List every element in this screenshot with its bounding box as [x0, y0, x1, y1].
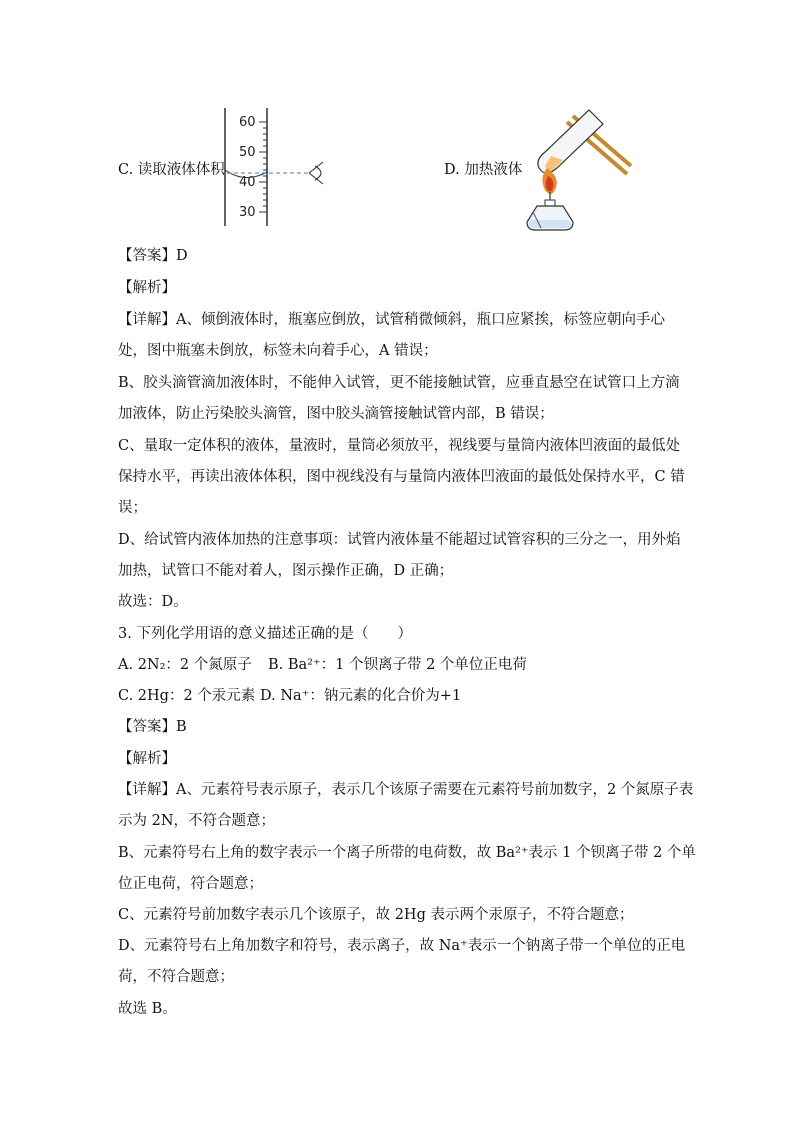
figure-d-label: D. 加热液体: [444, 162, 523, 178]
q3-detail-line: B、元素符号右上角的数字表示一个离子所带的电荷数，故 Ba²⁺表示 1 个钡离子带 2 个单: [118, 845, 696, 861]
q2-analysis-heading: 【解析】: [118, 280, 176, 296]
q2-detail-line: C、量取一定体积的液体，量液时，量筒必须放平，视线要与量筒内液体凹液面的最低处: [118, 438, 681, 454]
q3-detail-line: 示为 2N，不符合题意；: [118, 813, 276, 829]
heating-test-tube-figure: [515, 108, 633, 234]
q3-question: 3. 下列化学用语的意义描述正确的是（ ）: [118, 626, 412, 642]
q3-analysis-heading: 【解析】: [118, 751, 176, 767]
q2-detail-line: 加热，试管口不能对着人，图示操作正确，D 正确；: [118, 563, 454, 579]
q3-detail-line: D、元素符号右上角加数字和符号，表示离子，故 Na⁺表示一个钠离子带一个单位的正电: [118, 938, 686, 954]
tick-label-60: 60: [239, 115, 256, 130]
q3-detail-line: 【详解】A、元素符号表示原子，表示几个该原子需要在元素符号前加数字，2 个氮原子表: [118, 782, 694, 798]
q3-option-a: A. 2N₂：2 个氮原子: [118, 657, 252, 673]
q2-detail-line: 保持水平，再读出液体体积，图中视线没有与量筒内液体凹液面的最低处保持水平，C 错: [118, 469, 685, 485]
q2-conclusion: 故选：D。: [118, 594, 188, 610]
graduated-cylinder-figure: [215, 106, 335, 228]
q2-detail-line: 误；: [118, 500, 147, 516]
q3-option-c: C. 2Hg：2 个汞元素: [118, 688, 256, 704]
q3-detail-line: 位正电荷，符合题意；: [118, 876, 263, 892]
q2-detail-line: B、胶头滴管滴加液体时，不能伸入试管，更不能接触试管，应垂直悬空在试管口上方滴: [118, 375, 680, 391]
q2-detail-line: 加液体，防止污染胶头滴管，图中胶头滴管接触试管内部，B 错误；: [118, 406, 554, 422]
q2-detail-line: 处，图中瓶塞未倒放，标签未向着手心，A 错误；: [118, 343, 438, 359]
q3-detail-line: C、元素符号前加数字表示几个该原子，故 2Hg 表示两个汞原子，不符合题意；: [118, 907, 634, 923]
q3-option-d: D. Na⁺：钠元素的化合价为+1: [260, 688, 462, 704]
tick-label-50: 50: [239, 145, 256, 160]
q3-detail-line: 荷，不符合题意；: [118, 969, 234, 985]
tick-label-40: 40: [239, 175, 256, 190]
tick-label-30: 30: [239, 205, 256, 220]
q2-answer: 【答案】D: [118, 248, 188, 264]
q2-detail-line: 【详解】A、倾倒液体时，瓶塞应倒放，试管稍微倾斜，瓶口应紧挨，标签应朝向手心: [118, 312, 665, 328]
figure-c-label: C. 读取液体体积: [118, 162, 225, 178]
q3-option-b: B. Ba²⁺：1 个钡离子带 2 个单位正电荷: [268, 657, 527, 673]
q2-detail-line: D、给试管内液体加热的注意事项：试管内液体量不能超过试管容积的三分之一，用外焰: [118, 532, 681, 548]
q3-conclusion: 故选 B。: [118, 1001, 177, 1017]
q3-answer: 【答案】B: [118, 719, 187, 735]
